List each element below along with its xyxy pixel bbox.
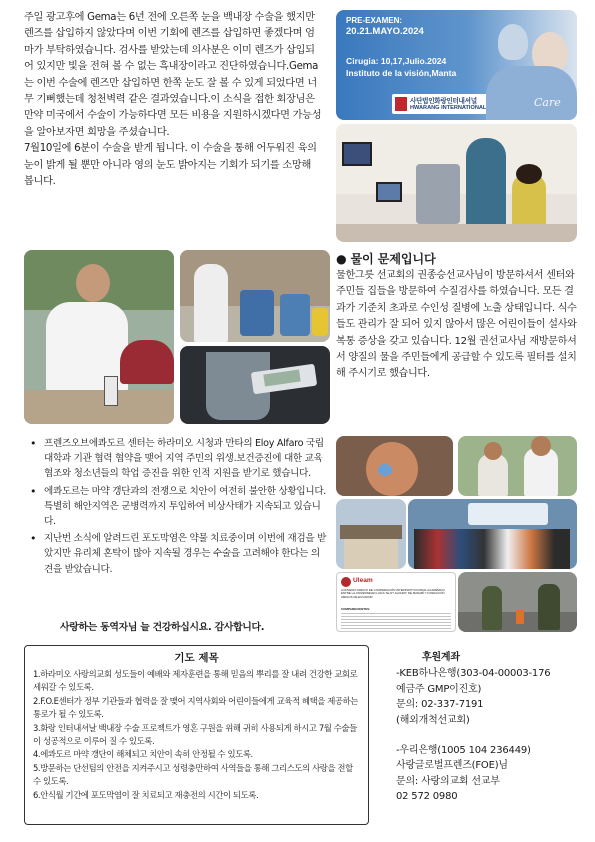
poster-surgery-date: Cirugia: 10,17,Julio.2024 — [346, 56, 447, 66]
prayer-item: 3.화랑 인터내셔날 백내장 수술 프로젝트가 영혼 구원을 위해 귀히 사용되게 하시고 7월 수술들이 성공적으로 이루어 질 수 있도록. — [33, 722, 357, 747]
document-title: CONVENIO MARCO DE COOPERACIÓN INTERINSTITUCIONAL ACADÉMICO ENTRE LA UNIVERSIDAD LAICA "ELOY ALFARO" DE MANABÍ Y FUNDACIÓN AMIGOS DE ECUADOR — [341, 588, 445, 599]
donation-line: 예금주 GMP이진호) — [396, 683, 482, 695]
prayer-title: 기도 제목 — [174, 652, 219, 664]
intro-paragraph-1: 주일 광고후에 Gema는 6년 전에 오른쪽 눈을 백내장 수술을 했지만 렌즈를 삽입하지 않았다며 이번 기회에 렌즈를 삽입하면 좋겠다며 엄마가 부탁하였습니다. 검사를 받았는데 의사분은 이미 렌즈가 삽입되어 있지만 빛을 전혀 볼 수 없는 흑내장이라고 진단하였습니다.Gema는 이번 수술에 렌즈만 삽입하면 한쪽 눈도 잘 볼 수 있게 되었다면 너무 기뻐했는데 청천벽력 같은 결과였습니다.이 소식을 접한 회장님은 만약 미국에서 수술이 가능하다면 모든 비용을 지원하시겠다면 가능성을 알아보자면 희망을 주셨습니다. — [24, 12, 322, 138]
traffic-cone — [516, 610, 524, 624]
building-wall — [344, 539, 398, 569]
security-soldiers-photo — [458, 572, 577, 632]
donation-line: 사랑글로벌프렌즈(FOE)님 — [396, 760, 508, 772]
eye-exam-photo — [336, 124, 577, 242]
poster-pre-exam-date: 20.21.MAYO.2024 — [346, 26, 424, 37]
group-photo — [408, 499, 577, 569]
water-section-heading — [336, 250, 436, 267]
prayer-list — [25, 668, 368, 802]
closing-greeting: 사랑하는 동역자님 늘 건강하십시요. 감사합니다. — [60, 622, 265, 633]
building-roof — [340, 525, 402, 539]
building-photo — [336, 499, 406, 569]
prayer-item: 6.안식월 기간에 포도막염이 잘 치료되고 재충전의 시간이 되도록. — [33, 789, 259, 800]
boy-face — [366, 442, 418, 496]
boy-painted-face-photo — [336, 436, 453, 496]
monitor-screen — [342, 142, 372, 166]
org-emblem-icon — [395, 97, 407, 111]
poster-org-logo — [392, 94, 488, 114]
person-white-shirt — [194, 264, 228, 342]
donation-info — [396, 650, 576, 805]
face-paint — [378, 464, 392, 476]
slit-lamp-equipment — [416, 164, 460, 224]
news-bullet-list — [30, 436, 328, 579]
water-section-title: 물이 문제입니다 — [350, 252, 436, 266]
poster-care-logo: Care — [534, 96, 561, 109]
figures-shirts — [486, 66, 577, 120]
org-name-korean: 사단법인화랑인터내셔널 — [410, 97, 477, 105]
uleam-logo — [341, 577, 351, 587]
donation-line: 02 572 0980 — [396, 791, 458, 803]
patient-hair — [516, 164, 542, 184]
news-bullet-item: • 지난번 소식에 알려드린 포도막염은 약물 치료중이며 이번에 재검을 받았지만 유리체 혼탁이 많아 지속될 경우는 수술을 고려해야 한다는 의견을 받았습니다. — [30, 531, 328, 577]
prayer-item: 2.F.O.E센터가 정부 기관들과 협력을 잘 맺어 지역사회와 어린이들에게 교육적 혜택을 제공하는 통로가 될 수 있도록. — [33, 695, 358, 720]
water-barrel-2 — [280, 294, 310, 336]
water-barrels-photo — [180, 250, 330, 342]
prayer-requests-box — [24, 645, 369, 825]
water-test-man-photo — [24, 250, 174, 424]
heading-bullet-icon: ● — [336, 252, 351, 266]
org-name-english: HWARANG INTERNATIONAL — [410, 105, 487, 111]
donation-line: -우리은행(1005 104 236449) — [396, 745, 531, 757]
group-people — [414, 529, 570, 569]
banner — [468, 503, 548, 525]
child-head — [484, 442, 502, 460]
doctor-figure — [498, 24, 528, 60]
child-head-2 — [531, 436, 551, 456]
agreement-document-photo — [336, 572, 456, 632]
monitor-screen-2 — [376, 182, 402, 202]
red-container — [120, 340, 174, 384]
donation-line: (해외개척선교회) — [396, 714, 470, 726]
poster-surgery-place: Instituto de la visión,Manta — [346, 68, 457, 78]
floor — [336, 224, 577, 242]
water-tds-meter-photo — [180, 346, 330, 424]
child-figure — [478, 454, 508, 496]
ground — [24, 390, 174, 424]
prayer-item: 1.하라미오 사랑의교회 성도들이 예배와 제자훈련을 통해 믿음의 뿌리를 잘 내려 건강한 교회로 세워갈 수 있도록. — [33, 669, 358, 693]
soldier-figure-2 — [538, 584, 560, 630]
water-tester — [104, 376, 118, 406]
intro-text — [24, 10, 322, 190]
donation-line: -KEB하나은행(303-04-00003-176 — [396, 668, 551, 680]
prayer-item: 4.에콰도르 마약 갱단이 해체되고 치안이 속히 안정될 수 있도록. — [33, 749, 253, 760]
poster-pre-exam-label: PRE-EXAMEN: — [346, 16, 403, 25]
children-photo — [458, 436, 577, 496]
water-section-body: 물한그릇 선교회의 권종승선교사님이 방문하셔서 센터와 주민들 집들을 방문하여 수질검사를 하였습니다. 모든 결과가 기준치 초과로 수인성 질병에 노출 상태입니다. 식수들도 관리가 잘 되어 있지 않아서 많은 어린이들이 설사와 복통 증상을 갖고 있습니다. 12월 권선교사님 재방문하셔서 양질의 물을 주민들에게 공급할 수 있도록 필터를 설치해 주시기로 했습니다. — [336, 270, 577, 380]
soldier-figure — [482, 586, 502, 630]
intro-paragraph-2: 7월10일에 6분이 수술을 받게 됩니다. 이 수술을 통해 어두워진 육의 눈이 밝게 될 뿐만 아니라 영의 눈도 밝아지는 기회가 되기를 소망해 봅니다. — [24, 143, 317, 188]
donation-title: 후원계좌 — [422, 652, 460, 663]
water-barrel — [240, 290, 274, 336]
man-head — [76, 264, 110, 302]
surgery-poster-image — [336, 10, 577, 120]
donation-line: 문의: 사랑의교회 선교부 — [396, 775, 500, 787]
news-bullet-item: • 에콰도르는 마약 갱단과의 전쟁으로 치안이 여전히 불안한 상황입니다.특별히 해안지역은 군병력까지 투입하여 비상사태가 지속되고 있습니다. — [30, 484, 328, 530]
document-logo-text: Uleam — [353, 577, 373, 584]
document-subheading: COMPARECIENTES: — [341, 607, 371, 611]
yellow-container — [312, 308, 328, 336]
prayer-item: 5.방문하는 단선팀의 안전을 지켜주시고 성령충만하여 사역들을 통해 그리스도의 사랑을 전할 수 있도록. — [33, 762, 353, 787]
donation-line — [396, 728, 576, 743]
news-bullet-item: • 프렌즈오브에콰도르 센터는 하라미오 시청과 만타의 Eloy Alfaro 국립대학과 기관 협력 협약을 맺어 지역 주민의 위생.보건증진에 대한 교육 협조와 청소년들의 학업 증진을 위한 인적 지원을 받기로 했습니다. — [30, 436, 328, 482]
donation-line: 문의: 02-337-7191 — [396, 699, 484, 711]
document-text-lines — [341, 613, 451, 629]
